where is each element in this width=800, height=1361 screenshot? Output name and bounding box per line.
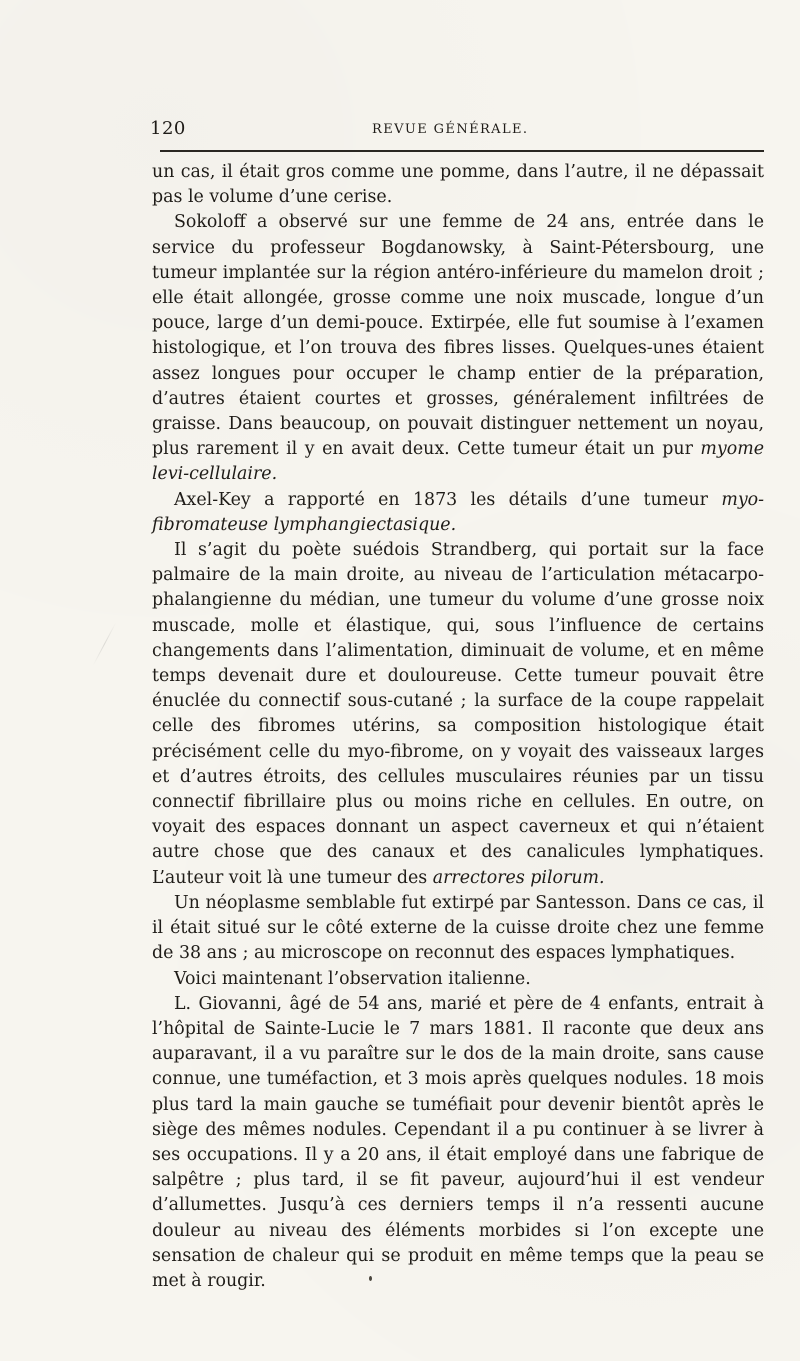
paragraph-1-run-1: un cas, il était gros comme une pomme, dans l’autre, il ne dépassait pas le volume d’une cerise. xyxy=(152,162,764,208)
paragraph-6 xyxy=(152,967,764,992)
paragraph-3 xyxy=(152,488,764,538)
paragraph-7-run-1: L. Giovanni, âgé de 54 ans, marié et père de 4 enfants, entrait à l’hôpital de Sainte-Lucie le 7 mars 1881. Il raconte que deux ans auparavant, il a vu paraître sur le dos de la main droite, sans cause connue, une tuméfaction, et 3 mois après quelques nodules. 18 mois plus tard la main gauche se tuméfiait pour devenir bientôt après le siège des mêmes nodules. Cependant il a pu continuer à se livrer à ses occupations. Il y a 20 ans, il était employé dans une fabrique de salpêtre ; plus tard, il se fit paveur, aujourd’hui il est vendeur d’allumettes. Jusqu’à ces derniers temps il n’a ressenti aucune douleur au niveau des éléments morbides si l’on excepte une sensation de chaleur qui se produit en même temps que la peau se met à rougir. xyxy=(152,993,764,1291)
paragraph-4 xyxy=(152,538,764,891)
header-rule xyxy=(160,150,764,152)
paragraph-6-run-1: Voici maintenant l’observation italienne. xyxy=(174,968,531,989)
paragraph-2-italic-term: myome levi-cellulaire. xyxy=(152,439,764,485)
paragraph-2 xyxy=(152,210,764,487)
stray-ink-dot xyxy=(369,1276,372,1281)
paragraph-2-run-1: Sokoloff a observé sur une femme de 24 ans, entrée dans le service du professeur Bogdanowsky, à Saint-Pétersbourg, une tumeur implantée sur la région antéro-inférieure du mamelon droit ; elle était allongée, grosse comme une noix muscade, longue d’un pouce, large d’un demi-pouce. Extirpée, elle fut soumise à l’examen histologique, et l’on trouva des fibres lisses. Quelques-unes étaient assez longues pour occuper le champ entier de la préparation, d’autres étaient courtes et grosses, généralement infiltrées de graisse. Dans beaucoup, on pouvait distinguer nettement un noyau, plus rarement il y en avait deux. Cette tumeur était un pur xyxy=(152,212,764,460)
paragraph-5 xyxy=(152,891,764,967)
running-title: REVUE GÉNÉRALE. xyxy=(372,122,529,137)
paragraph-3-run-1: Axel-Key a rapporté en 1873 les détails d’une tumeur xyxy=(174,489,722,510)
page-header xyxy=(152,118,764,140)
page-number: 120 xyxy=(150,118,186,139)
paragraph-4-italic-term: arrectores pilorum. xyxy=(432,867,605,888)
paragraph-1 xyxy=(152,160,764,210)
paragraph-7 xyxy=(152,992,764,1294)
paragraph-3-italic-term: myo-fibromateuse lymphangiectasique. xyxy=(152,489,764,535)
margin-scratch-mark xyxy=(93,623,116,666)
body-text xyxy=(152,160,764,1294)
paragraph-4-run-1: Il s’agit du poète suédois Strandberg, qui portait sur la face palmaire de la main droite, au niveau de l’articulation métacarpo-phalangienne du médian, une tumeur du volume d’une grosse noix muscade, molle et élastique, qui, sous l’influence de certains changements dans l’alimentation, diminuait de volume, et en même temps devenait dure et douloureuse. Cette tumeur pouvait être énuclée du connectif sous-cutané ; la surface de la coupe rappelait celle des fibromes utérins, sa composition histologique était précisément celle du myo-fibrome, on y voyait des vaisseaux larges et d’autres étroits, des cellules musculaires réunies par un tissu connectif fibrillaire plus ou moins riche en cellules. En outre, on voyait des espaces donnant un aspect caverneux et qui n’étaient autre chose que des canaux et des canalicules lymphatiques. L’auteur voit là une tumeur des xyxy=(152,540,764,888)
paragraph-5-run-1: Un néoplasme semblable fut extirpé par Santesson. Dans ce cas, il il était situé sur le côté externe de la cuisse droite chez une femme de 38 ans ; au microscope on reconnut des espaces lymphatiques. xyxy=(152,892,764,964)
